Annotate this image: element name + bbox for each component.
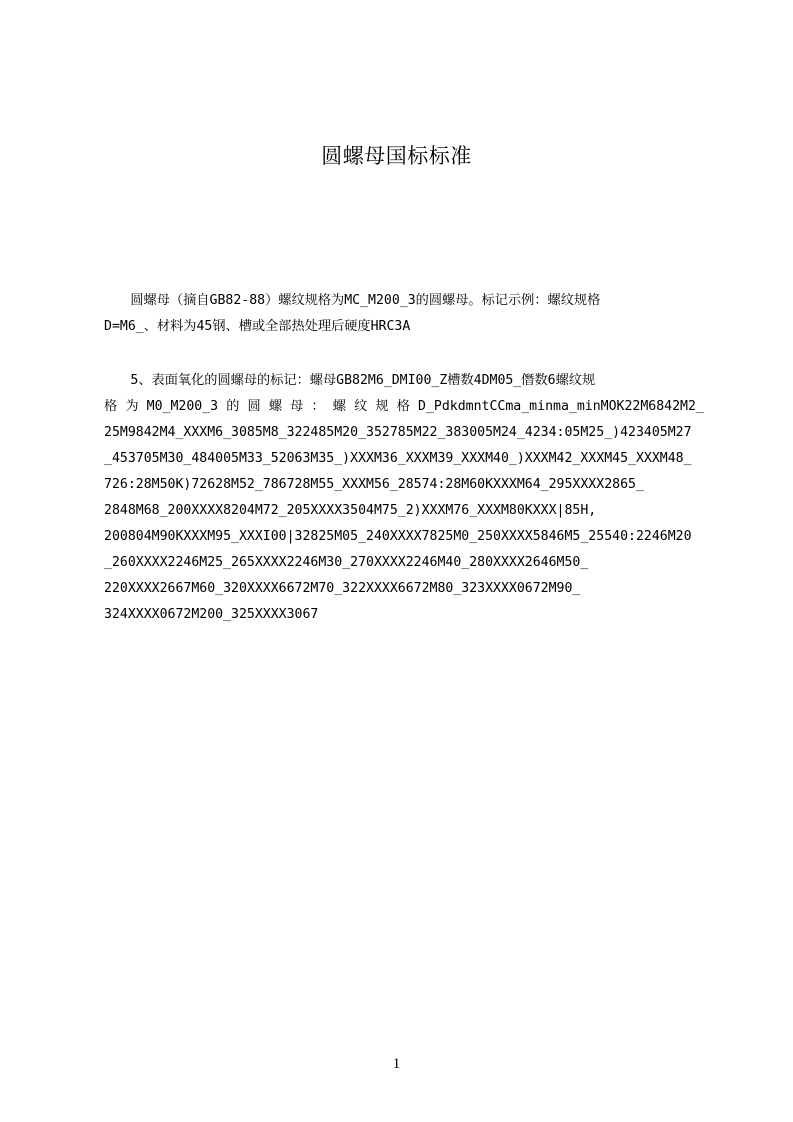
text-fragment: 纹 bbox=[354, 399, 368, 414]
paragraph-line: 25M9842M4_XXXM6_3085M8_322485M20_352785M22_383005M24_4234:05M25_)423405M27 bbox=[104, 425, 692, 440]
paragraph-line: 5、表面氧化的圆螺母的标记：螺母GB82M6_DMI00_Z槽数4DM05_僭数6螺纹规 bbox=[104, 373, 596, 388]
text-fragment: 圆 bbox=[247, 399, 261, 414]
paragraph-line-justified bbox=[104, 394, 704, 420]
paragraph-line: 200804M90KXXXM95_XXXI00|32825M05_240XXXX7825M0_250XXXX5846M5_25540:2246M20 bbox=[104, 529, 692, 544]
paragraph-line: _453705M30_484005M33_52063M35_)XXXM36_XXXM39_XXXM40_)XXXM42_XXXM45_XXXM48_ bbox=[104, 451, 692, 466]
text-fragment: M0_M200_3 bbox=[146, 399, 219, 414]
text-fragment: 母 bbox=[290, 399, 304, 414]
text-fragment: 的 bbox=[226, 399, 240, 414]
paragraph-line: 圆螺母（摘自GB82-88）螺纹规格为MC_M200_3的圆螺母。标记示例：螺纹规格 bbox=[104, 293, 601, 308]
paragraph-line: 2848M68_200XXXX8204M72_205XXXX3504M75_2)XXXM76_XXXM80KXXX|85H, bbox=[104, 503, 597, 518]
text-fragment: 为 bbox=[125, 399, 139, 414]
text-fragment: 螺 bbox=[332, 399, 346, 414]
paragraph-line: 220XXXX2667M60_320XXXX6672M70_322XXXX6672M80_323XXXX0672M90_ bbox=[104, 581, 581, 596]
page-number: 1 bbox=[392, 1056, 401, 1072]
text-fragment: 规 bbox=[375, 399, 389, 414]
paragraph-line: _260XXXX2246M25_265XXXX2246M30_270XXXX2246M40_280XXXX2646M50_ bbox=[104, 555, 589, 570]
text-fragment: 格 bbox=[396, 399, 410, 414]
paragraph-marking bbox=[104, 368, 704, 628]
text-fragment: D_PdkdmntCCma_minma_minMOK22M6842M2_ bbox=[418, 399, 704, 414]
paragraph-line: D=M6_、材料为45钢、槽或全部热处理后硬度HRC3A bbox=[104, 319, 411, 334]
paragraph-intro bbox=[104, 288, 704, 340]
paragraph-line: 324XXXX0672M200_325XXXX3067 bbox=[104, 607, 319, 622]
text-fragment: ： bbox=[311, 399, 325, 414]
text-fragment: 格 bbox=[104, 399, 118, 414]
text-fragment: 螺 bbox=[268, 399, 283, 414]
page-title: 圆螺母国标标准 bbox=[321, 144, 472, 168]
paragraph-line: 726:28M50K)72628M52_786728M55_XXXM56_28574:28M60KXXXM64_295XXXX2865_ bbox=[104, 477, 644, 492]
